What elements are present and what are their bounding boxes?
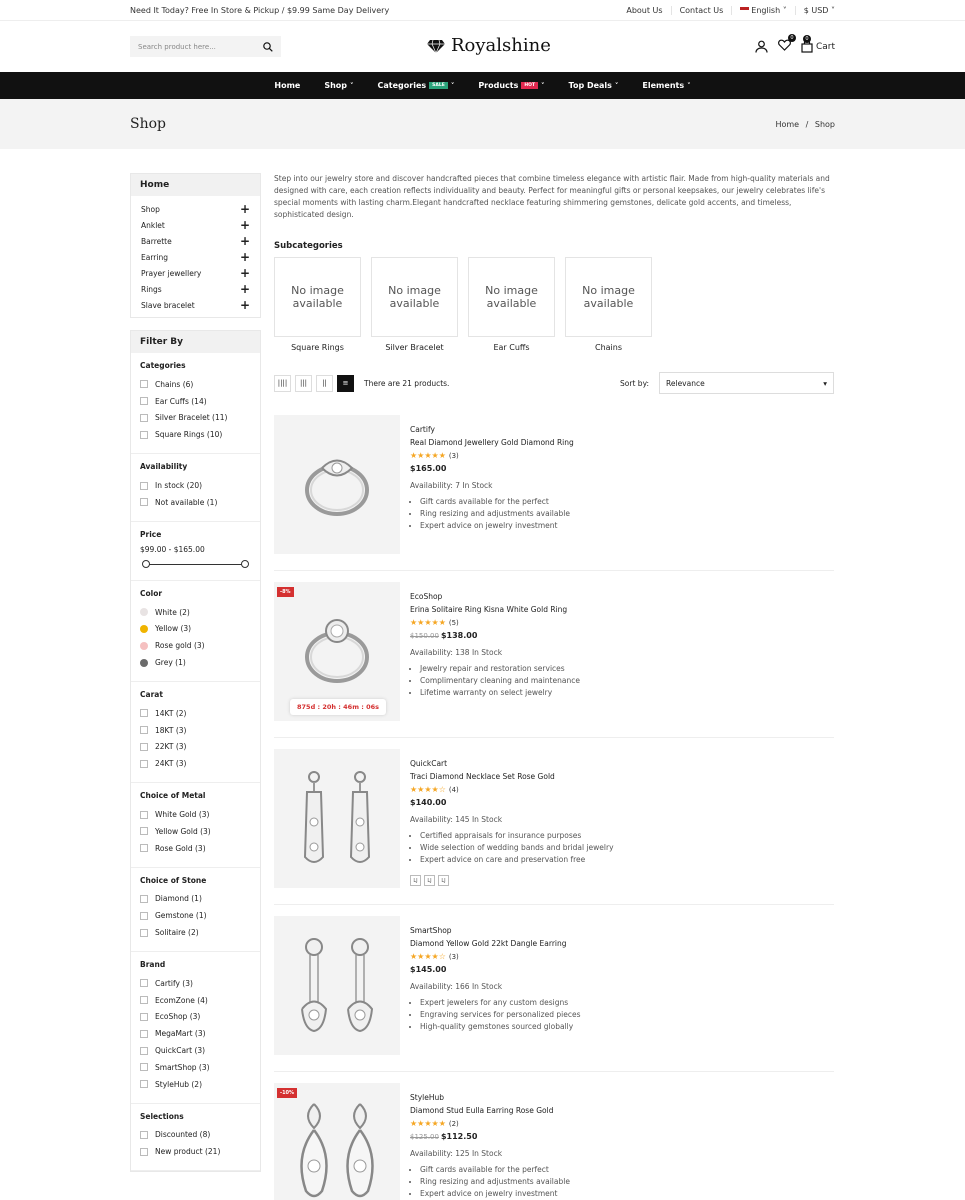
swatches [410, 875, 614, 886]
checkbox[interactable] [140, 1030, 148, 1038]
filter-option[interactable] [140, 654, 251, 671]
subcategory-name[interactable]: Silver Bracelet [385, 343, 444, 352]
filter-section-carats [131, 682, 260, 783]
product-price [410, 965, 580, 974]
filter-option[interactable] [140, 604, 251, 621]
filter-option-label: Not available (1) [155, 497, 218, 507]
filter-option-label: White (2) [155, 607, 190, 617]
cart-count-badge: 0 [803, 35, 811, 43]
filter-option[interactable] [140, 1059, 251, 1076]
feature-item: • Expert jewelers for any custom designs [420, 998, 580, 1010]
star-icons: ★★★★☆ [410, 952, 446, 961]
feature-item: • High-quality gemstones sourced globally [420, 1022, 580, 1034]
diamond-logo-icon [427, 39, 445, 53]
nav-item-label: Elements [642, 81, 685, 90]
sidebar-category-item[interactable] [131, 281, 260, 297]
review-count: (3) [448, 953, 459, 961]
checkbox[interactable] [140, 1063, 148, 1071]
grid-3-view-button[interactable]: ||| [295, 375, 312, 392]
product-brand[interactable]: QuickCart [410, 759, 448, 768]
filter-option[interactable] [140, 637, 251, 654]
language-label: English [751, 5, 781, 15]
filter-option-label: 22KT (3) [155, 742, 187, 752]
current-price: $145.00 [410, 965, 447, 974]
star-icons: ★★★★★ [410, 451, 446, 460]
filter-section-selections [131, 1104, 260, 1172]
rating-stars [410, 451, 574, 460]
filter-option[interactable] [140, 806, 251, 823]
product-name[interactable]: Real Diamond Jewellery Gold Diamond Ring [410, 438, 574, 447]
feature-list [410, 831, 614, 867]
checkbox[interactable] [140, 1131, 148, 1139]
filter-box [130, 330, 261, 1172]
chevron-down-icon: ˅ [614, 81, 619, 90]
checkbox[interactable] [140, 929, 148, 937]
plus-icon[interactable]: + [239, 234, 250, 248]
search-input[interactable] [130, 36, 281, 57]
filter-option-label: Rose gold (3) [155, 641, 205, 651]
nav-item-home[interactable] [262, 81, 312, 90]
plus-icon[interactable]: + [239, 266, 250, 280]
top-bar [0, 0, 965, 21]
filter-option[interactable] [140, 1127, 251, 1144]
filter-box-title: Filter By [131, 331, 260, 353]
logo-text: Royalshine [451, 35, 551, 56]
filter-option-label: 14KT (2) [155, 708, 187, 718]
filter-option[interactable] [140, 494, 251, 511]
feature-list [410, 497, 574, 533]
product-photo [292, 605, 382, 699]
filter-section-title: Availability [140, 462, 188, 472]
rating-stars [410, 785, 614, 794]
product-brand[interactable]: EcoShop [410, 592, 443, 601]
color-swatch [140, 642, 148, 650]
feature-item: • Jewelry repair and restoration services [420, 664, 580, 676]
checkbox[interactable] [140, 979, 148, 987]
sidebar-category-item[interactable] [131, 249, 260, 265]
sidebar-category-label: Earring [141, 252, 168, 262]
feature-item: • Ring resizing and adjustments available [420, 1177, 570, 1189]
current-price: $112.50 [440, 1132, 478, 1141]
nav-item-label: Products [478, 81, 519, 90]
feature-list [410, 1165, 570, 1200]
subcategory-image-placeholder: No image available [468, 257, 555, 337]
review-count: (3) [448, 452, 459, 460]
sort-value: Relevance [666, 378, 705, 388]
filter-section-cat_filters [131, 353, 260, 454]
search-placeholder: Search product here... [138, 42, 216, 51]
currency-label: $ USD [803, 5, 829, 15]
sidebar-category-item[interactable] [131, 265, 260, 281]
feature-item: • Expert advice on jewelry investment [420, 1189, 570, 1200]
filter-option[interactable] [140, 477, 251, 494]
sidebar-category-label: Prayer jewellery [141, 268, 202, 278]
main-nav [0, 72, 965, 99]
breadcrumb-current: Shop [814, 119, 835, 129]
logo[interactable] [427, 35, 551, 56]
filter-option[interactable] [140, 739, 251, 756]
checkbox[interactable] [140, 1047, 148, 1055]
product-count: There are 21 products. [364, 378, 450, 388]
filter-option[interactable] [140, 393, 251, 410]
plus-icon[interactable]: + [239, 282, 250, 296]
checkbox[interactable] [140, 397, 148, 405]
checkbox[interactable] [140, 498, 148, 506]
product-image[interactable] [274, 749, 400, 888]
filter-option-label: Cartify (3) [155, 978, 193, 988]
product-row [274, 1072, 834, 1200]
checkbox[interactable] [140, 482, 148, 490]
subcategory-name[interactable]: Chains [594, 343, 623, 352]
filter-option[interactable] [140, 1143, 251, 1160]
language-select[interactable]: English ˅ [731, 6, 794, 15]
product-brand[interactable]: SmartShop [410, 926, 452, 935]
filter-option[interactable] [140, 705, 251, 722]
checkbox[interactable] [140, 996, 148, 1004]
filter-option[interactable] [140, 907, 251, 924]
filter-option-label: White Gold (3) [155, 810, 210, 820]
review-count: (5) [448, 619, 459, 627]
checkbox[interactable] [140, 811, 148, 819]
swatch[interactable]: LJ [410, 875, 421, 886]
product-photo [292, 1096, 382, 1200]
filter-option[interactable] [140, 410, 251, 427]
header [0, 21, 965, 72]
filter-option-label: In stock (20) [155, 481, 203, 491]
product-photo [292, 762, 382, 876]
color-swatch [140, 608, 148, 616]
star-icons: ★★★★★ [410, 618, 446, 627]
nav-item-label: Top Deals [568, 81, 612, 90]
product-info [410, 916, 580, 1056]
product-name[interactable]: Diamond Stud Eulla Earring Rose Gold [410, 1106, 554, 1115]
filter-option-label: Solitaire (2) [155, 928, 199, 938]
checkbox[interactable] [140, 380, 148, 388]
filter-option-label: New product (21) [155, 1147, 221, 1157]
review-count: (2) [448, 1120, 459, 1128]
sort-label: Sort by: [620, 378, 649, 388]
sort-select[interactable] [659, 372, 834, 394]
product-name[interactable]: Traci Diamond Necklace Set Rose Gold [410, 772, 555, 781]
checkbox[interactable] [140, 709, 148, 717]
sidebar [130, 173, 261, 1184]
checkbox[interactable] [140, 760, 148, 768]
star-icons: ★★★★☆ [410, 785, 446, 794]
filter-section-metals [131, 783, 260, 867]
filter-option-label: StyleHub (2) [155, 1079, 202, 1089]
category-box [130, 173, 261, 318]
subcategory-image-placeholder: No image available [371, 257, 458, 337]
filter-option-label: 18KT (3) [155, 725, 187, 735]
old-price: $150.00 [410, 632, 439, 640]
nav-item-elements[interactable] [630, 81, 702, 90]
list-toolbar [274, 372, 834, 394]
filter-section-title: Color [140, 588, 163, 598]
nav-tag-badge: SALE [429, 82, 448, 89]
feature-item: • Expert advice on jewelry investment [420, 521, 574, 533]
chevron-down-icon: ˅ [687, 81, 691, 90]
plus-icon[interactable]: + [239, 218, 250, 232]
product-price [410, 798, 614, 807]
product-photo [292, 438, 382, 532]
checkbox[interactable] [140, 1080, 148, 1088]
subcategory-image-placeholder: No image available [565, 257, 652, 337]
sidebar-category-label: Slave bracelet [141, 300, 195, 310]
filter-option[interactable] [140, 755, 251, 772]
sidebar-category-label: Shop [141, 204, 160, 214]
filter-section-title: Choice of Metal [140, 791, 206, 801]
product-image[interactable] [274, 1083, 400, 1200]
subcategory-name[interactable]: Ear Cuffs [493, 343, 530, 352]
feature-item: • Gift cards available for the perfect [420, 497, 574, 509]
rating-stars [410, 952, 580, 961]
subcategory-card[interactable] [274, 257, 361, 352]
product-info [410, 415, 574, 555]
subcategory-card[interactable] [565, 257, 652, 352]
product-info [410, 1083, 570, 1200]
current-price: $165.00 [410, 464, 447, 473]
filter-option[interactable] [140, 975, 251, 992]
feature-list [410, 998, 580, 1034]
flag-icon [740, 7, 749, 13]
feature-item: • Gift cards available for the perfect [420, 1165, 570, 1177]
nav-item-label: Categories [377, 81, 427, 90]
star-icons: ★★★★★ [410, 1119, 446, 1128]
filter-option-label: Yellow (3) [155, 624, 192, 634]
breadcrumb-separator: / [805, 119, 809, 129]
feature-item: • Certified appraisals for insurance purposes [420, 831, 614, 843]
filter-option-label: SmartShop (3) [155, 1062, 210, 1072]
product-image[interactable] [274, 415, 400, 554]
cart-button[interactable] [801, 36, 835, 53]
category-description: Step into our jewelry store and discover handcrafted pieces that combine timeless elegance with artistic flair. Made from high-quality materials and designed with care, each creation reflects individuality and beauty. Perfect for meaningful gifts or personal keepsakes, our jewelry celebrates life's special moments with lasting charm.Elegant handcrafted necklace featuring shimmering gemstones, delicate gold accents, and timeless, sophisticated design. [274, 174, 830, 219]
category-box-title[interactable]: Home [131, 174, 260, 196]
nav-item-label: Shop [324, 81, 348, 90]
product-row [274, 571, 834, 738]
color-swatch [140, 659, 148, 667]
filter-option-label: 24KT (3) [155, 759, 187, 769]
subcategory-name[interactable]: Square Rings [291, 343, 344, 352]
grid-4-view-button[interactable]: |||| [274, 375, 291, 392]
nav-item-label: Home [274, 81, 301, 90]
availability: Availability: 145 In Stock [410, 815, 503, 824]
rating-stars [410, 1119, 570, 1128]
checkbox[interactable] [140, 827, 148, 835]
filter-option-label: Square Rings (10) [155, 430, 223, 440]
feature-item: • Expert advice on care and preservation free [420, 855, 614, 867]
list-view-button[interactable]: ≡ [337, 375, 354, 392]
search-icon[interactable] [263, 42, 273, 52]
filter-option[interactable] [140, 1025, 251, 1042]
breadcrumb [775, 120, 835, 129]
filter-section-title: Price [140, 529, 162, 539]
user-icon[interactable] [755, 40, 768, 53]
sidebar-category-item[interactable] [131, 233, 260, 249]
product-price [410, 1132, 570, 1141]
cart-label: Cart [815, 41, 835, 52]
current-price: $138.00 [440, 631, 478, 640]
review-count: (4) [448, 786, 459, 794]
filter-option-label: Grey (1) [155, 658, 186, 668]
subcategory-card[interactable] [468, 257, 555, 352]
plus-icon[interactable]: + [239, 202, 250, 216]
nav-item-categories[interactable] [366, 81, 467, 90]
checkbox[interactable] [140, 414, 148, 422]
filter-option[interactable] [140, 823, 251, 840]
filter-section-stones [131, 868, 260, 952]
discount-badge: -10% [277, 1088, 297, 1098]
filter-option[interactable] [140, 376, 251, 393]
promo-text: Need It Today? Free In Store & Pickup / $9.99 Same Day Delivery [130, 5, 390, 15]
filter-section-title: Brand [140, 959, 166, 969]
chevron-down-icon: ˅ [350, 81, 354, 90]
current-price: $140.00 [410, 798, 447, 807]
sidebar-category-label: Rings [141, 284, 162, 294]
filter-section-title: Choice of Stone [140, 875, 207, 885]
old-price: $125.00 [410, 1133, 439, 1141]
plus-icon[interactable]: + [239, 250, 250, 264]
grid-2-view-button[interactable]: || [316, 375, 333, 392]
product-row [274, 905, 834, 1072]
product-name[interactable]: Diamond Yellow Gold 22kt Dangle Earring [410, 939, 567, 948]
checkbox[interactable] [140, 1148, 148, 1156]
filter-option-label: Gemstone (1) [155, 911, 207, 921]
availability: Availability: 166 In Stock [410, 982, 503, 991]
filter-section-availability [131, 454, 260, 522]
filter-option[interactable] [140, 722, 251, 739]
countdown-timer: 875d : 20h : 46m : 06s [290, 699, 386, 715]
caret-down-icon: ▾ [823, 378, 827, 388]
product-image[interactable] [274, 582, 400, 721]
chevron-down-icon: ˅ [450, 81, 455, 90]
chevron-down-icon: ˅ [541, 81, 545, 90]
filter-option-label: QuickCart (3) [155, 1046, 206, 1056]
product-image[interactable] [274, 916, 400, 1055]
filter-section-title: Selections [140, 1111, 184, 1121]
sidebar-category-label: Barrette [141, 236, 172, 246]
rating-stars [410, 618, 580, 627]
nav-item-products[interactable] [466, 81, 556, 90]
checkbox[interactable] [140, 912, 148, 920]
checkbox[interactable] [140, 743, 148, 751]
discount-badge: -8% [277, 587, 294, 597]
subcategory-image-placeholder: No image available [274, 257, 361, 337]
filter-option-label: Discounted (8) [155, 1130, 211, 1140]
wishlist-button[interactable] [778, 35, 794, 54]
swatch[interactable]: LJ [438, 875, 449, 886]
sidebar-category-item[interactable] [131, 217, 260, 233]
plus-icon[interactable]: + [239, 298, 250, 312]
filter-option[interactable] [140, 621, 251, 638]
filter-option-label: Rose Gold (3) [155, 843, 206, 853]
availability: Availability: 125 In Stock [410, 1149, 503, 1158]
filter-option[interactable] [140, 1076, 251, 1093]
slider-min-handle[interactable] [142, 560, 150, 568]
sidebar-category-label: Anklet [141, 220, 165, 230]
main-content [274, 173, 834, 1200]
about-link[interactable]: About Us [626, 5, 663, 15]
feature-item: • Wide selection of wedding bands and bridal jewelry [420, 843, 614, 855]
filter-option-label: Ear Cuffs (14) [155, 396, 207, 406]
subcategories-title: Subcategories [274, 241, 343, 251]
product-photo [292, 929, 382, 1043]
filter-option-label: EcoShop (3) [155, 1012, 201, 1022]
filter-option[interactable] [140, 891, 251, 908]
feature-item: • Engraving services for personalized pieces [420, 1010, 580, 1022]
product-info [410, 582, 580, 722]
currency-select[interactable]: $ USD ˅ [795, 6, 835, 15]
feature-list [410, 664, 580, 700]
product-row [274, 738, 834, 905]
filter-option[interactable] [140, 1042, 251, 1059]
product-brand[interactable]: StyleHub [410, 1093, 444, 1102]
product-row [274, 404, 834, 571]
filter-section-price [131, 522, 260, 581]
slider-track [144, 564, 247, 565]
checkbox[interactable] [140, 844, 148, 852]
nav-item-shop[interactable] [312, 81, 365, 90]
feature-item: • Ring resizing and adjustments available [420, 509, 574, 521]
checkbox[interactable] [140, 431, 148, 439]
filter-option[interactable] [140, 1009, 251, 1026]
product-price [410, 464, 574, 473]
availability: Availability: 138 In Stock [410, 648, 503, 657]
filter-option[interactable] [140, 992, 251, 1009]
filter-option[interactable] [140, 840, 251, 857]
product-price [410, 631, 580, 640]
swatch[interactable]: LJ [424, 875, 435, 886]
product-brand[interactable]: Cartify [410, 425, 435, 434]
subcategory-card[interactable] [371, 257, 458, 352]
wishlist-count-badge: 0 [788, 34, 796, 42]
slider-max-handle[interactable] [241, 560, 249, 568]
price-slider[interactable] [142, 560, 249, 570]
product-name[interactable]: Erina Solitaire Ring Kisna White Gold Ring [410, 605, 568, 614]
filter-option[interactable] [140, 924, 251, 941]
filter-option-label: MegaMart (3) [155, 1029, 206, 1039]
filter-section-title: Carat [140, 689, 163, 699]
filter-section-brands [131, 952, 260, 1104]
sidebar-category-item[interactable] [131, 201, 260, 217]
filter-option-label: Yellow Gold (3) [155, 826, 211, 836]
filter-option[interactable] [140, 426, 251, 443]
sidebar-category-item[interactable] [131, 297, 260, 313]
feature-item: • Lifetime warranty on select jewelry [420, 688, 580, 700]
filter-section-title: Categories [140, 361, 186, 370]
availability: Availability: 7 In Stock [410, 481, 493, 490]
contact-link[interactable]: Contact Us [671, 6, 732, 15]
filter-option-label: EcomZone (4) [155, 995, 208, 1005]
breadcrumb-home[interactable]: Home [775, 119, 800, 129]
nav-tag-badge: HOT [521, 82, 538, 89]
filter-section-colors [131, 581, 260, 682]
checkbox[interactable] [140, 1013, 148, 1021]
feature-item: • Complimentary cleaning and maintenance [420, 676, 580, 688]
checkbox[interactable] [140, 895, 148, 903]
product-info [410, 749, 614, 889]
page-header [0, 99, 965, 149]
checkbox[interactable] [140, 726, 148, 734]
page-title: Shop [130, 116, 166, 132]
filter-option-label: Silver Bracelet (11) [155, 413, 228, 423]
filter-option-label: Diamond (1) [155, 894, 202, 904]
nav-item-top-deals[interactable] [557, 81, 631, 90]
price-range-value: $99.00 - $165.00 [140, 544, 205, 554]
filter-option-label: Chains (6) [155, 379, 194, 389]
color-swatch [140, 625, 148, 633]
